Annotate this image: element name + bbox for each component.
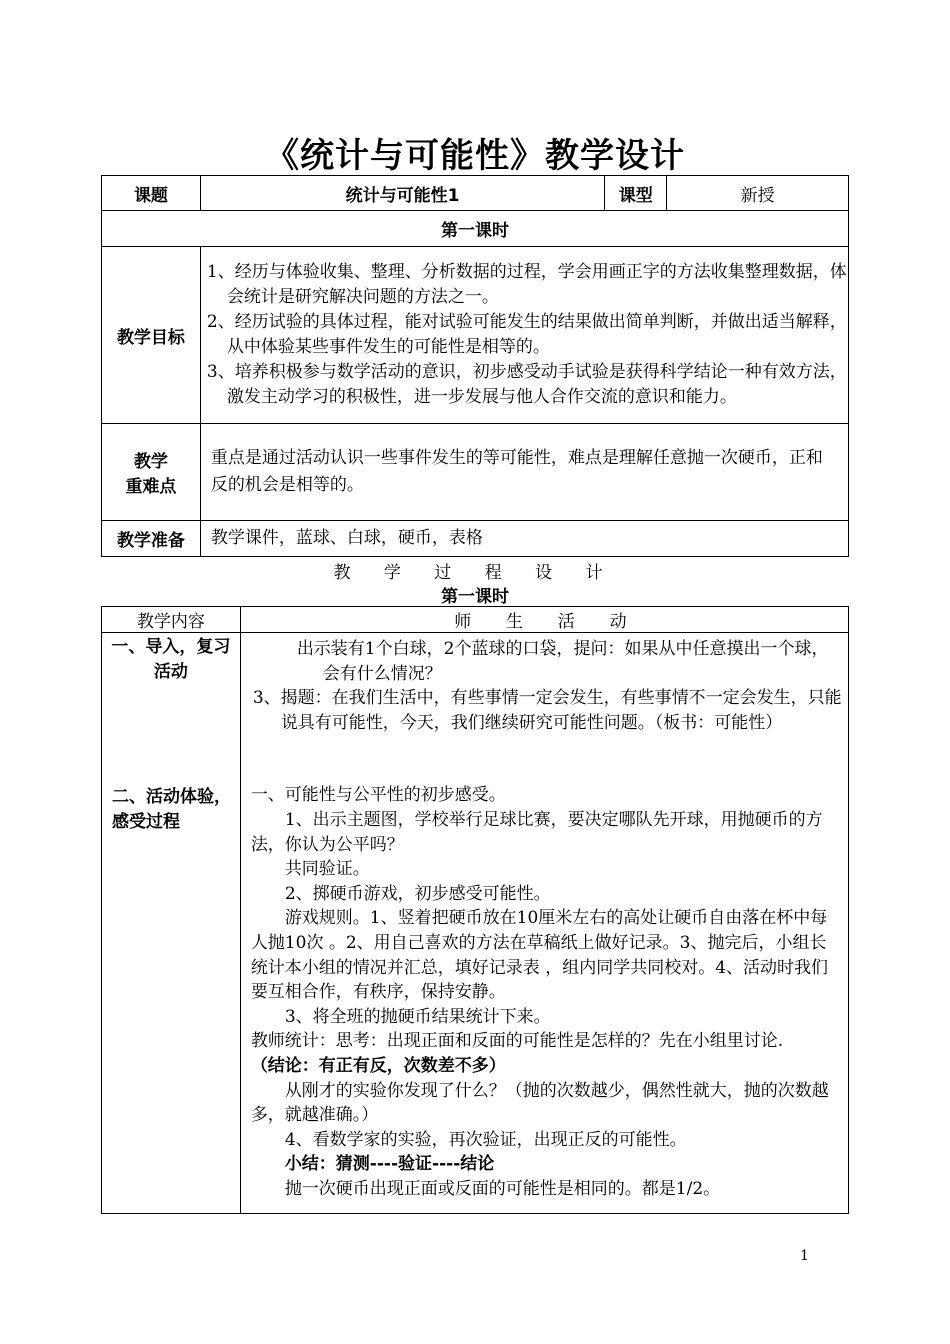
section1-label: 一、导入，复习活动 <box>111 637 231 682</box>
process-lesson: 第一课时 <box>441 587 509 607</box>
key-points-label: 教学 重难点 <box>102 424 201 521</box>
col-content-header: 教学内容 <box>102 607 241 633</box>
lesson-label: 第一课时 <box>102 211 849 247</box>
activity-line: 3、将全班的抛硬币结果统计下来。 <box>284 1006 551 1027</box>
type-value: 新授 <box>667 176 849 211</box>
document-title: 《统计与可能性》教学设计 <box>265 136 685 176</box>
activity-column <box>240 633 848 1214</box>
activity-line: 抛一次硬币出现正面或反面的可能性是相同的。都是1/2。 <box>284 1178 721 1199</box>
lesson-info-table <box>101 175 849 557</box>
preparation-text: 教学课件，蓝球、白球，硬币，表格 <box>200 521 848 557</box>
summary-line: 小结：猜测----验证----结论 <box>284 1154 495 1175</box>
goals-content <box>200 247 848 424</box>
activity-line: 3、揭题：在我们生活中，有些事情一定会发生，有些事情不一定会发生，只能说具有可能性，今天，我们继续研究可能性问题。（板书：可能性） <box>252 688 842 733</box>
activity-line: 1、出示主题图，学校举行足球比赛，要决定哪队先开球，用抛硬币的方法，你认为公平吗？ <box>250 809 823 855</box>
activity-line: 出示装有1个白球，2个蓝球的口袋，提问：如果从中任意摸出一个球，会有什么情况？ <box>296 639 829 684</box>
process-table <box>101 606 849 1214</box>
content-column <box>102 633 241 1214</box>
activity-line: 游戏规则。1、竖着把硬币放在10厘米左右的高处让硬币自由落在杯中每人抛10次 。2、用自己喜欢的方法在草稿纸上做好记录。3、抛完后，小组长统计本小组的情况并汇总，填好记录表 ，组内同学共同校对。4、活动时我们要互相合作，有秩序，保持安静。 <box>250 908 829 1003</box>
key-points-text: 重点是通过活动认识一些事件发生的等可能性，难点是理解任意抛一次硬币，正和反的机会是相等的。 <box>200 424 848 521</box>
activity-line: 4、看数学家的实验，再次验证，出现正反的可能性。 <box>284 1129 687 1150</box>
activity-line: 从刚才的实验你发现了什么？（抛的次数越少，偶然性就大，抛的次数越多，就越准确。） <box>250 1080 829 1126</box>
topic-label: 课题 <box>102 176 201 211</box>
goal-item: 2、经历试验的具体过程，能对试验可能发生的结果做出简单判断，并做出适当解释，从中体验某些事件发生的可能性是相等的。 <box>206 312 847 357</box>
activity-line: 2、掷硬币游戏，初步感受可能性。 <box>284 883 551 904</box>
goals-label: 教学目标 <box>102 247 201 424</box>
preparation-label: 教学准备 <box>102 521 201 557</box>
topic-value: 统计与可能性1 <box>200 176 604 211</box>
activity-line: 一、可能性与公平性的初步感受。 <box>250 785 506 806</box>
type-label: 课型 <box>605 176 667 211</box>
section2-label: 二、活动体验， 感受过程 <box>112 787 231 832</box>
goal-item: 3、培养积极参与数学活动的意识，初步感受动手试验是获得科学结论一种有效方法，激发主动学习的积极性，进一步发展与他人合作交流的意识和能力。 <box>206 362 847 407</box>
conclusion-line: （结论：有正有反，次数差不多） <box>250 1055 506 1076</box>
page-number: 1 <box>800 1248 809 1264</box>
activity-line: 教师统计：思考：出现正面和反面的可能性是怎样的？先在小组里讨论. <box>250 1031 784 1052</box>
goal-item: 1、经历与体验收集、整理、分析数据的过程，学会用画正字的方法收集整理数据，体会统计是研究解决问题的方法之一。 <box>206 262 847 307</box>
process-heading: 教 学 过 程 设 计 <box>333 563 617 583</box>
activity-line: 共同验证。 <box>284 859 370 880</box>
col-activity-header: 师 生 活 动 <box>240 607 848 633</box>
